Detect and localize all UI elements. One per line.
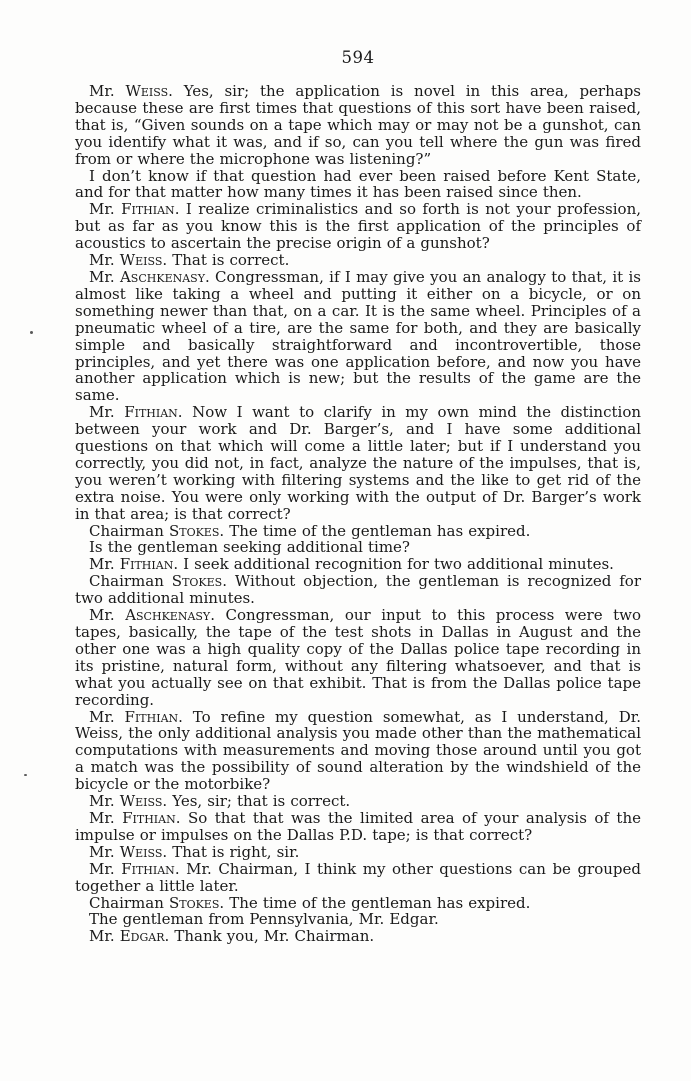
speaker-prefix: Chairman [89,521,169,540]
speaker-prefix: Mr. [89,200,122,219]
speaker-name: Weiss [119,842,163,861]
speaker-prefix: Mr. [89,707,125,726]
page-number: 594 [341,48,375,67]
speaker-name: Fithian [119,555,174,574]
transcript-paragraph [75,573,641,607]
transcript-paragraph [75,895,641,912]
speaker-name: Edgar [119,927,165,946]
paragraph-text: . The time of the gentleman has expired. [219,893,531,912]
paragraph-text: . Yes, sir; the application is novel in this area, perhaps because these are first times that questions of this sort have been raised, that is, “Given sounds on a tape which may or may not be a gunshot, can you identify what it was, and if so, can you tell where the gun was fired from or where the microphone was listening?” [75,82,642,168]
speaker-prefix: Mr. [89,792,120,811]
speaker-prefix: Mr. [89,606,126,625]
speaker-name: Fithian [121,859,175,878]
speaker-name: Fithian [122,808,176,827]
speaker-prefix: Chairman [89,893,169,912]
speaker-name: Fithian [121,200,175,219]
speaker-prefix: Mr. [89,842,120,861]
speaker-name: Weiss [119,792,163,811]
transcript-paragraph [75,269,641,404]
paragraph-text: . Congressman, our input to this process were two tapes, basically, the tape of the test shots in Dallas in August and the other one was a high quality copy of the Dallas police tape recording in its pristine, natural form, without any filtering whatsoever, and that is what you actually see on that exhibit. That is from the Dallas police tape recording. [75,606,641,709]
transcript-paragraph [75,607,641,708]
transcript-paragraph [75,793,641,810]
transcript-paragraph [75,556,641,573]
paragraph-text: Is the gentleman seeking additional time? [89,538,410,557]
transcript-paragraph [75,83,641,168]
transcript-paragraph [75,861,641,895]
transcript-paragraph [75,201,641,252]
paragraph-text: . I realize criminalistics and so forth is not your profession, but as far as you know this is the first application of the principles of acoustics to ascertain the precise origin of a gunshot? [75,200,641,253]
paragraph-text: . Now I want to clarify in my own mind the distinction between your work and Dr. Barger’s, and I have some additional questions on that which will come a little later; but if I understand you correctly, you did not, in fact, analyze the nature of the impulses, that is, you weren’t working with filtering systems and the like to get rid of the extra noise. You were only working with the output of Dr. Barger’s work in that area; is that correct? [75,403,642,523]
paragraph-text: . Without objection, the gentleman is recognized for two additional minutes. [75,572,641,608]
speaker-prefix: Chairman [89,572,172,591]
speaker-name: Stokes [168,521,220,540]
transcript-paragraph [75,404,641,522]
paragraph-text: . Congressman, if I may give you an analogy to that, it is almost like taking a wheel and putting it either on a bicycle, or on something newer than that, on a car. It is the same wheel. Principles of a pneumatic wheel of a tire, are the same for both, and they are basically simple and basically straightforward and incontrovertible, those principles, and yet there was one application before, and now you have another application which is new; but the results of the game are the same. [75,267,641,405]
speaker-prefix: Mr. [89,927,120,946]
speaker-prefix: Mr. [89,555,120,574]
speaker-name: Fithian [124,707,179,726]
transcript-paragraph [75,810,641,844]
transcript-paragraph [75,844,641,861]
paragraph-text: . So that that was the limited area of your analysis of the impulse or impulses on the Dallas P.D. tape; is that correct? [75,808,641,844]
transcript-paragraph [75,252,641,269]
paragraph-text: . That is right, sir. [162,842,300,861]
speaker-name: Aschkenasy [119,267,205,286]
speaker-name: Aschkenasy [125,606,211,625]
paragraph-text: . Yes, sir; that is correct. [162,792,351,811]
speaker-prefix: Mr. [89,403,125,422]
paragraph-text: . Mr. Chairman, I think my other questions can be grouped together a little later. [75,859,642,895]
paragraph-text: I don’t know if that question had ever been raised before Kent State, and for that matter how many times it has been raised since then. [75,166,641,202]
transcript-paragraph [75,928,641,945]
transcript-paragraph [75,168,641,202]
speaker-name: Fithian [124,403,178,422]
transcript-paragraph [75,709,641,794]
transcript-body [75,83,641,945]
paragraph-text: . That is correct. [162,251,290,270]
speaker-name: Stokes [171,572,223,591]
transcript-paragraph [75,911,641,928]
speaker-prefix: Mr. [89,82,126,100]
paragraph-text: . Thank you, Mr. Chairman. [164,927,375,946]
speaker-prefix: Mr. [89,859,122,878]
speaker-prefix: Mr. [89,808,123,827]
speaker-prefix: Mr. [89,267,120,286]
paragraph-text: . I seek additional recognition for two additional minutes. [173,555,614,574]
scan-artifact-speck [30,331,33,334]
transcript-paragraph [75,539,641,556]
speaker-name: Stokes [168,893,220,912]
paragraph-text: The gentleman from Pennsylvania, Mr. Edgar. [89,910,439,929]
speaker-name: Weiss [119,251,163,270]
scan-artifact-speck [24,774,27,776]
paragraph-text: . The time of the gentleman has expired. [219,521,531,540]
transcript-paragraph [75,523,641,540]
speaker-prefix: Mr. [89,251,120,270]
paragraph-text: . To refine my question somewhat, as I understand, Dr. Weiss, the only additional analysis you made other than the mathematical computations with measurements and moving those around until you got a match was the possibility of sound alteration by the windshield of the bicycle or the motorbike? [75,707,642,794]
speaker-name: Weiss [125,82,169,100]
